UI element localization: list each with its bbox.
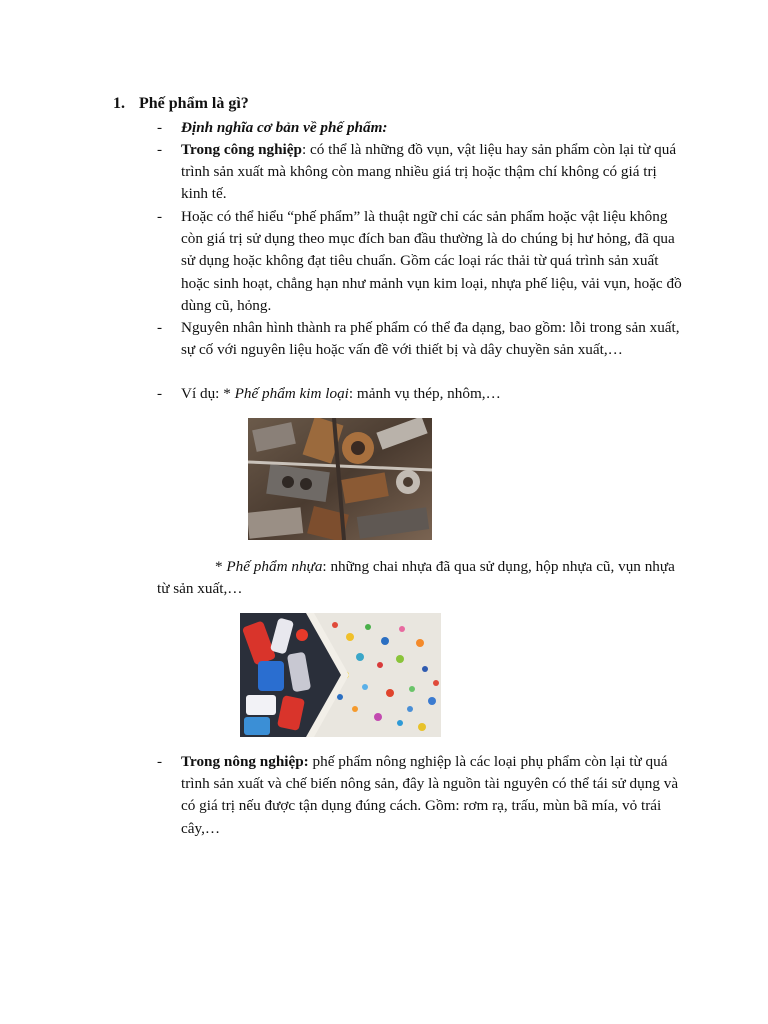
example-prefix: Ví dụ: *	[181, 385, 235, 402]
definition-text: Định nghĩa cơ bản về phế phẩm:	[181, 119, 388, 136]
agriculture-text: phế phẩm nông nghiệp là các loại phụ phẩm còn lại từ quá trình sản xuất và chế biến nông sản, đây là nguồn tài nguyên có thể tái sử dụng và có giá trị nếu được tận dụng đúng cách. Gồm: rơm rạ, trấu, mùn bã mía, vỏ trái cây,…	[181, 753, 679, 837]
list-item-causes	[157, 317, 682, 361]
plastic-scrap-photo	[240, 613, 441, 737]
plastic-example	[157, 556, 682, 600]
section-heading	[113, 93, 249, 115]
bullet-dash: -	[157, 753, 163, 770]
example-metal-text: : mảnh vụ thép, nhôm,…	[348, 385, 501, 402]
section-number: 1.	[113, 95, 125, 112]
bullet-dash: -	[157, 208, 163, 225]
metal-scrap-photo	[248, 418, 432, 540]
list-item-or-understand	[157, 206, 682, 317]
section-title: Phế phẩm là gì?	[139, 95, 249, 112]
bullet-dash: -	[157, 141, 163, 158]
industry-text: : có thể là những đồ vụn, vật liệu hay sản phẩm còn lại từ quá trình sản xuất mà không còn mang nhiều giá trị hoặc thậm chí không có giá trị kinh tế.	[181, 141, 677, 203]
list-item-example	[157, 383, 682, 405]
bullet-dash: -	[157, 385, 163, 402]
causes-text: Nguyên nhân hình thành ra phế phẩm có thể đa dạng, bao gồm: lỗi trong sản xuất, sự cố với nguyên liệu hoặc vấn đề với thiết bị và dây chuyền sản xuất,…	[181, 319, 680, 359]
plastic-label: Phế phẩm nhựa	[226, 558, 323, 575]
or-understand-text: Hoặc có thể hiểu “phế phẩm” là thuật ngữ chỉ các sản phẩm hoặc vật liệu không còn giá trị sử dụng theo mục đích ban đầu thường là do chúng bị hư hỏng, đã qua sử dụng hoặc không đạt tiêu chuẩn. Gồm các loại rác thải từ quá trình sản xuất hoặc sinh hoạt, chẳng hạn như mảnh vụn kim loại, nhựa phế liệu, vải vụn, hoặc đồ dùng cũ, hỏng.	[181, 208, 682, 314]
plastic-prefix: *	[215, 558, 227, 575]
example-metal-label: Phế phẩm kim loại	[234, 385, 349, 402]
plastic-text: : những chai nhựa đã qua sử dụng, hộp nhựa cũ, vụn nhựa từ sản xuất,…	[157, 558, 675, 598]
list-item-industry	[157, 139, 682, 206]
list-item-agriculture	[157, 751, 682, 840]
agriculture-label: Trong nông nghiệp:	[181, 753, 309, 770]
bullet-dash: -	[157, 319, 163, 336]
bullet-dash: -	[157, 119, 163, 136]
industry-label: Trong công nghiệp	[181, 141, 302, 158]
list-item-definition	[157, 117, 682, 139]
